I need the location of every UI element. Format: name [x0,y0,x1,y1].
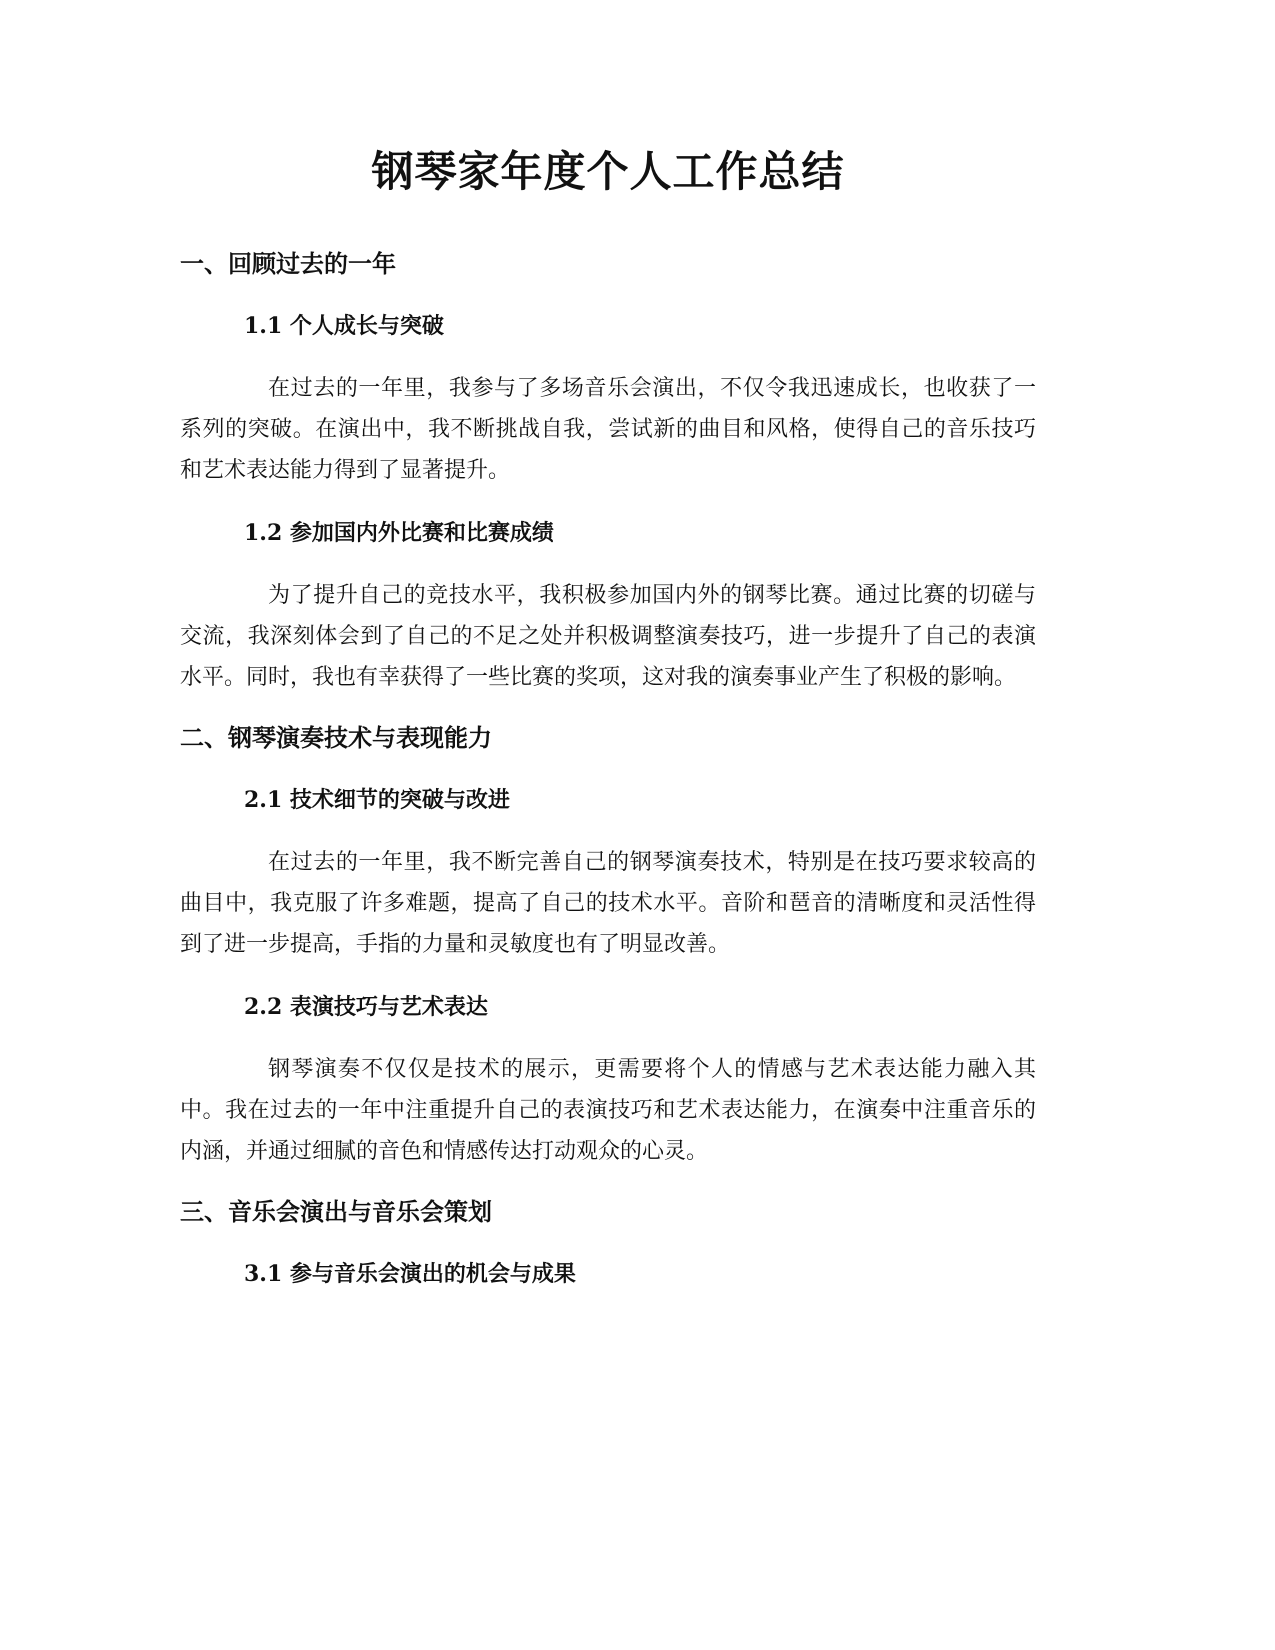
section-heading-1: 一、回顾过去的一年 [180,250,396,278]
section-heading-3: 三、音乐会演出与音乐会策划 [180,1198,492,1226]
document-page [180,140,1036,1294]
section-heading-2: 二、钢琴演奏技术与表现能力 [180,724,492,752]
subsection-heading-1-1: 1.1 个人成长与突破 [244,313,444,339]
paragraph-2-1: 在过去的一年里，我不断完善自己的钢琴演奏技术，特别是在技巧要求较高的曲目中，我克服了许多难题，提高了自己的技术水平。音阶和琶音的清晰度和灵活性得到了进一步提高，手指的力量和灵敏度也有了明显改善。 [180,850,1036,957]
paragraph-1-1: 在过去的一年里，我参与了多场音乐会演出，不仅令我迅速成长，也收获了一系列的突破。在演出中，我不断挑战自我，尝试新的曲目和风格，使得自己的音乐技巧和艺术表达能力得到了显著提升。 [180,376,1036,483]
subsection-heading-2-2: 2.2 表演技巧与艺术表达 [244,994,488,1020]
document-title: 钢琴家年度个人工作总结 [371,147,845,196]
subsection-heading-2-1: 2.1 技术细节的突破与改进 [244,787,510,813]
paragraph-2-2: 钢琴演奏不仅仅是技术的展示，更需要将个人的情感与艺术表达能力融入其中。我在过去的一年中注重提升自己的表演技巧和艺术表达能力，在演奏中注重音乐的内涵，并通过细腻的音色和情感传达打动观众的心灵。 [180,1057,1036,1164]
paragraph-1-2: 为了提升自己的竞技水平，我积极参加国内外的钢琴比赛。通过比赛的切磋与交流，我深刻体会到了自己的不足之处并积极调整演奏技巧，进一步提升了自己的表演水平。同时，我也有幸获得了一些比赛的奖项，这对我的演奏事业产生了积极的影响。 [180,583,1036,690]
subsection-heading-1-2: 1.2 参加国内外比赛和比赛成绩 [244,520,554,546]
subsection-heading-3-1: 3.1 参与音乐会演出的机会与成果 [244,1261,576,1287]
